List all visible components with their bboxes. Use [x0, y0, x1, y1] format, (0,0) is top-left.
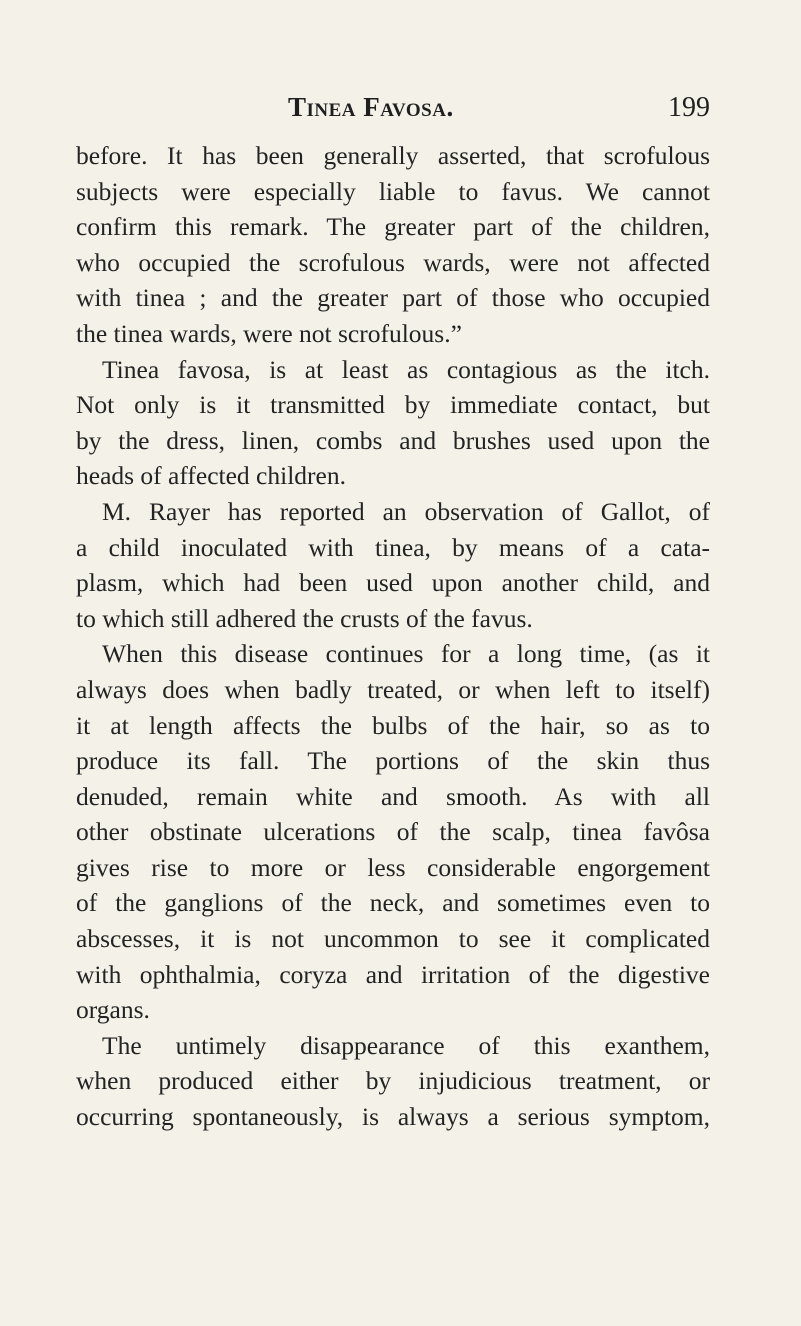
- text-line: plasm, which had been used upon another child, and: [76, 568, 710, 598]
- text-line: a child inoculated with tinea, by means of a cata-: [76, 532, 710, 562]
- text-line: of the ganglions of the neck, and sometimes even to: [76, 888, 710, 918]
- running-head: [76, 92, 710, 126]
- text-line: always does when badly treated, or when left to itself): [76, 674, 710, 704]
- text-line: abscesses, it is not uncommon to see it complicated: [76, 924, 710, 954]
- body-text: [76, 138, 710, 1135]
- text-line: to which still adhered the crusts of the favus.: [76, 603, 533, 633]
- text-line: before. It has been generally asserted, that scrofulous: [76, 141, 710, 170]
- page-number: 199: [668, 92, 710, 123]
- text-line: denuded, remain white and smooth. As with all: [76, 781, 710, 811]
- text-line: subjects were especially liable to favus. We cannot: [76, 176, 710, 206]
- text-line: produce its fall. The portions of the skin thus: [76, 746, 710, 776]
- text-line: other obstinate ulcerations of the scalp, tinea favôsa: [76, 817, 710, 847]
- running-head-title: Tinea Favosa.: [288, 92, 454, 122]
- text-line: heads of affected children.: [76, 461, 346, 491]
- text-line: Not only is it transmitted by immediate contact, but: [76, 390, 710, 420]
- text-line: gives rise to more or less considerable engorgement: [76, 852, 710, 882]
- text-line: when produced either by injudicious treatment, or: [76, 1066, 710, 1096]
- text-line: with tinea ; and the greater part of those who occupied: [76, 283, 710, 313]
- text-line: who occupied the scrofulous wards, were not affected: [76, 247, 710, 277]
- text-line: it at length affects the bulbs of the hair, so as to: [76, 710, 710, 740]
- text-line: The untimely disappearance of this exanthem,: [102, 1030, 710, 1060]
- text-line: the tinea wards, were not scrofulous.”: [76, 318, 462, 348]
- text-line: with ophthalmia, coryza and irritation of the digestive: [76, 959, 710, 989]
- text-line: organs.: [76, 995, 150, 1025]
- text-line: M. Rayer has reported an observation of Gallot, of: [102, 496, 710, 526]
- text-line: When this disease continues for a long time, (as it: [102, 639, 710, 669]
- text-line: confirm this remark. The greater part of the children,: [76, 212, 710, 242]
- text-line: occurring spontaneously, is always a serious symptom,: [76, 1102, 710, 1132]
- text-line: Tinea favosa, is at least as contagious as the itch.: [102, 354, 710, 384]
- text-line: by the dress, linen, combs and brushes used upon the: [76, 425, 710, 455]
